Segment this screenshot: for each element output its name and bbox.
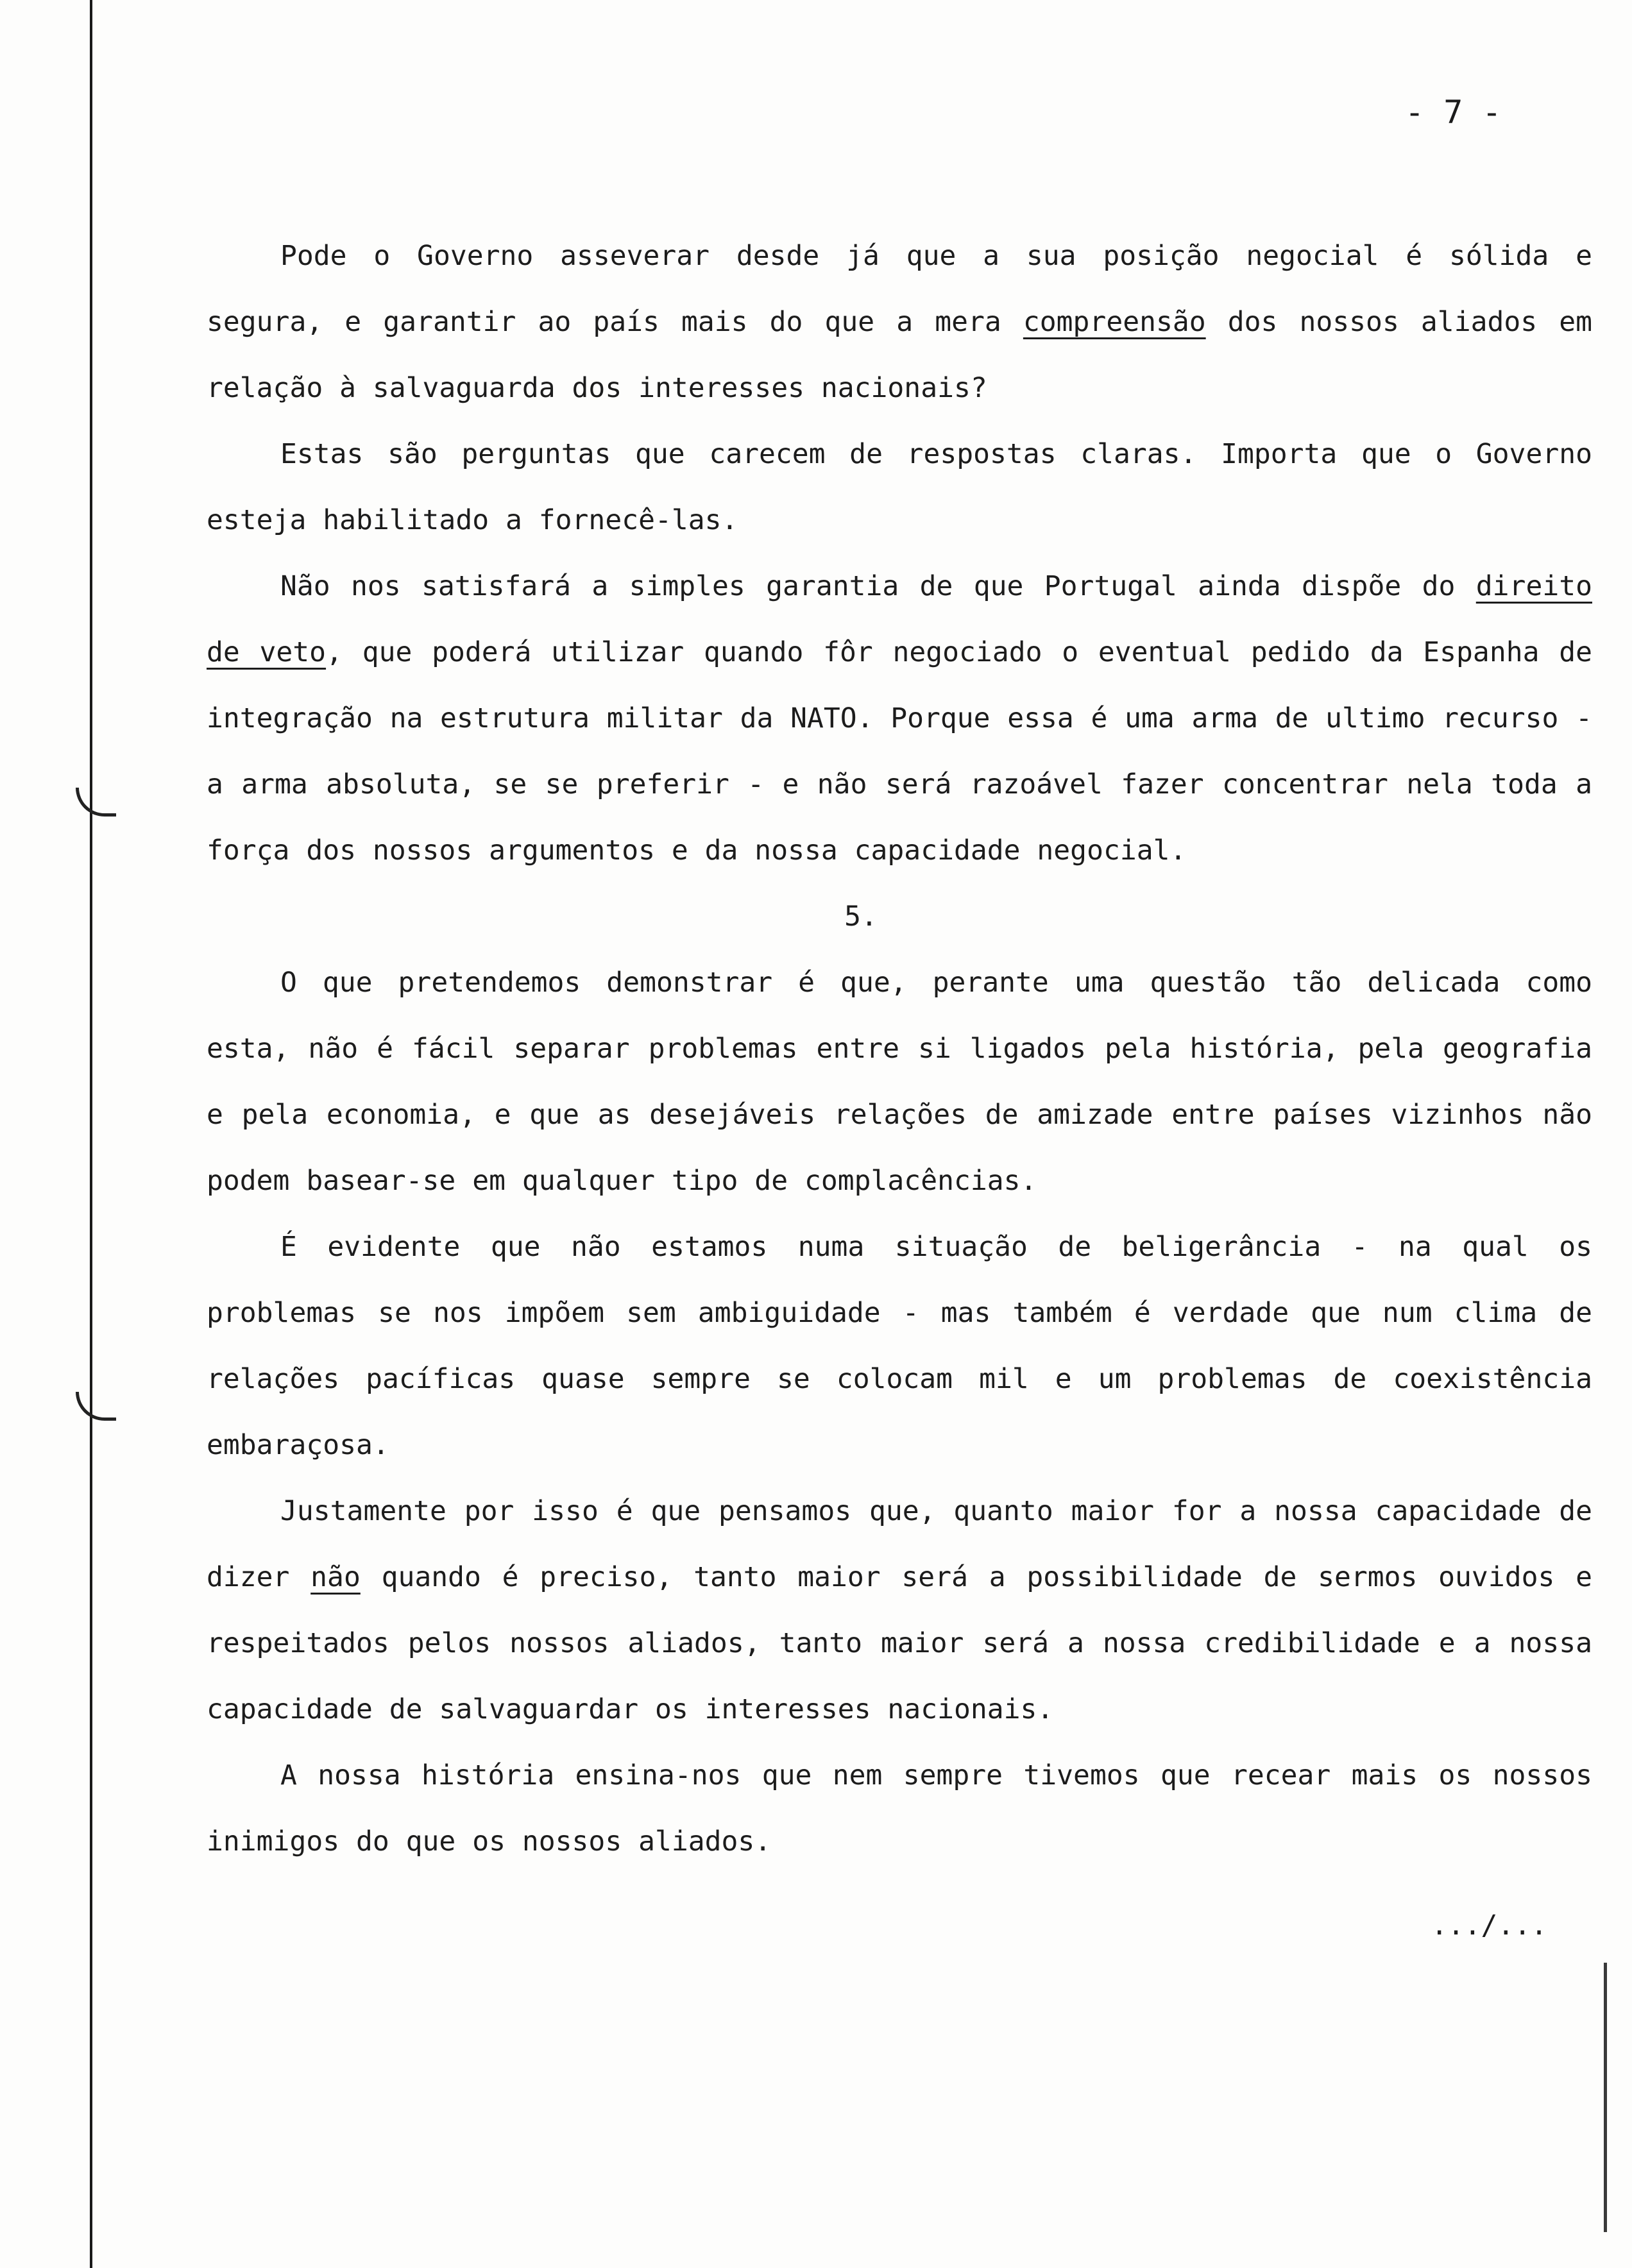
margin-rule-right — [1604, 1963, 1607, 2232]
paragraph-1 — [207, 223, 1592, 421]
margin-tick-mark — [76, 1392, 116, 1421]
paragraph-1-text: Pode o Governo asseverar desde já que a sua posição negocial é sólida e segura, e garantir ao país mais do que a mera — [207, 240, 1592, 338]
section-number: 5. — [844, 901, 878, 933]
underlined-direito-de-veto: direito de veto — [207, 570, 1592, 668]
margin-rule-left — [90, 0, 92, 2268]
underlined-compreensao: compreensão — [1023, 306, 1206, 338]
paragraph-3-text: Não nos satisfará a simples garantia de que Portugal ainda dispõe do — [280, 570, 1476, 602]
paragraph-4: O que pretendemos demonstrar é que, perante uma questão tão delicada como esta, não é fácil separar problemas entre si ligados pela história, pela geografia e pela economia, e que as desejáveis relações de amizade entre países vizinhos não podem basear-se em qualquer tipo de complacências. — [207, 967, 1592, 1197]
paragraph-2: Estas são perguntas que carecem de respostas claras. Importa que o Governo esteja habilitado a fornecê-las. — [207, 438, 1592, 536]
margin-tick-mark — [76, 788, 116, 817]
paragraph-6-text: Justamente por isso é que pensamos que, quanto maior for a nossa capacidade de dizer — [207, 1495, 1592, 1593]
paragraph-7: A nossa história ensina-nos que nem sempre tivemos que recear mais os nossos inimigos do que os nossos aliados. — [207, 1759, 1592, 1858]
underlined-nao: não — [310, 1561, 361, 1593]
paragraph-1-text-end: dos nossos aliados em relação à salvaguarda dos interesses nacionais? — [207, 306, 1592, 404]
paragraph-6-text-end: quando é preciso, tanto maior será a possibilidade de sermos ouvidos e respeitados pelos nossos aliados, tanto maior será a nossa credibilidade e a nossa capacidade de salvaguardar os interesses nacionais. — [207, 1561, 1592, 1725]
paragraph-6 — [207, 1478, 1592, 1743]
page-number: - 7 - — [1405, 94, 1502, 131]
paragraph-3-text-end: , que poderá utilizar quando fôr negociado o eventual pedido da Espanha de integração na estrutura militar da NATO. Porque essa é uma arma de ultimo recurso - a arma absoluta, se se preferir - e não será razoável fazer concentrar nela toda a força dos nossos argumentos e da nossa capacidade negocial. — [207, 636, 1593, 867]
body-text — [207, 223, 1592, 1959]
paragraph-5: É evidente que não estamos numa situação de beligerância - na qual os problemas se nos impõem sem ambiguidade - mas também é verdade que num clima de relações pacíficas quase sempre se colocam mil e um problemas de coexistência embaraçosa. — [207, 1231, 1592, 1461]
paragraph-3 — [207, 554, 1592, 884]
continuation-mark: .../... — [1431, 1909, 1547, 1942]
